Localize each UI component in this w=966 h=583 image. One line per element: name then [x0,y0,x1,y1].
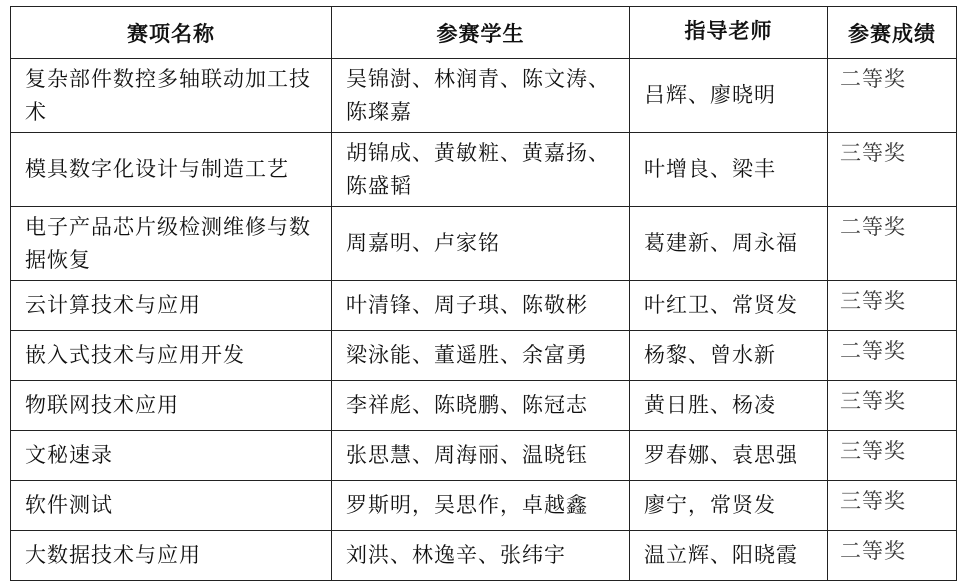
teachers-cell: 黄日胜、杨凌 [630,381,828,431]
header-event-name: 赛项名称 [11,7,332,59]
teachers-cell: 叶增良、梁丰 [630,133,828,207]
teachers-cell: 叶红卫、常贤发 [630,281,828,331]
table-row [11,331,957,381]
event-name-cell: 模具数字化设计与制造工艺 [11,133,332,207]
award-cell: 二等奖 [828,59,957,133]
teachers-cell: 罗春娜、袁思强 [630,431,828,481]
award-cell: 三等奖 [828,381,957,431]
table-row [11,59,957,133]
event-name-cell: 嵌入式技术与应用开发 [11,331,332,381]
header-row [11,7,957,59]
award-cell: 二等奖 [828,331,957,381]
students-cell: 罗斯明，吴思作，卓越鑫 [332,481,630,531]
teachers-cell: 温立辉、阳晓霞 [630,531,828,581]
event-name-cell: 复杂部件数控多轴联动加工技术 [11,59,332,133]
students-cell: 李祥彪、陈晓鹏、陈冠志 [332,381,630,431]
teachers-cell: 廖宁，常贤发 [630,481,828,531]
teachers-cell: 葛建新、周永福 [630,207,828,281]
table-row [11,381,957,431]
header-students: 参赛学生 [332,7,630,59]
students-cell: 胡锦成、黄敏粧、黄嘉扬、陈盛韬 [332,133,630,207]
award-cell: 三等奖 [828,481,957,531]
event-name-cell: 大数据技术与应用 [11,531,332,581]
table-row [11,481,957,531]
event-name-cell: 软件测试 [11,481,332,531]
event-name-cell: 电子产品芯片级检测维修与数据恢复 [11,207,332,281]
award-cell: 二等奖 [828,531,957,581]
event-name-cell: 物联网技术应用 [11,381,332,431]
competition-results-table [10,6,957,581]
teachers-cell: 吕辉、廖晓明 [630,59,828,133]
table-row [11,281,957,331]
award-cell: 三等奖 [828,133,957,207]
students-cell: 叶清锋、周子琪、陈敬彬 [332,281,630,331]
header-award: 参赛成绩 [828,7,957,59]
table-row [11,133,957,207]
table-row [11,531,957,581]
award-cell: 三等奖 [828,281,957,331]
event-name-cell: 云计算技术与应用 [11,281,332,331]
teachers-cell: 杨黎、曾水新 [630,331,828,381]
students-cell: 周嘉明、卢家铭 [332,207,630,281]
table-row [11,431,957,481]
event-name-cell: 文秘速录 [11,431,332,481]
header-teachers: 指导老师 [630,7,828,59]
students-cell: 刘洪、林逸辛、张纬宇 [332,531,630,581]
table-row [11,207,957,281]
award-cell: 二等奖 [828,207,957,281]
students-cell: 吴锦澍、林润青、陈文涛、陈璨嘉 [332,59,630,133]
students-cell: 梁泳能、董遥胜、余富勇 [332,331,630,381]
award-cell: 三等奖 [828,431,957,481]
students-cell: 张思慧、周海丽、温晓钰 [332,431,630,481]
